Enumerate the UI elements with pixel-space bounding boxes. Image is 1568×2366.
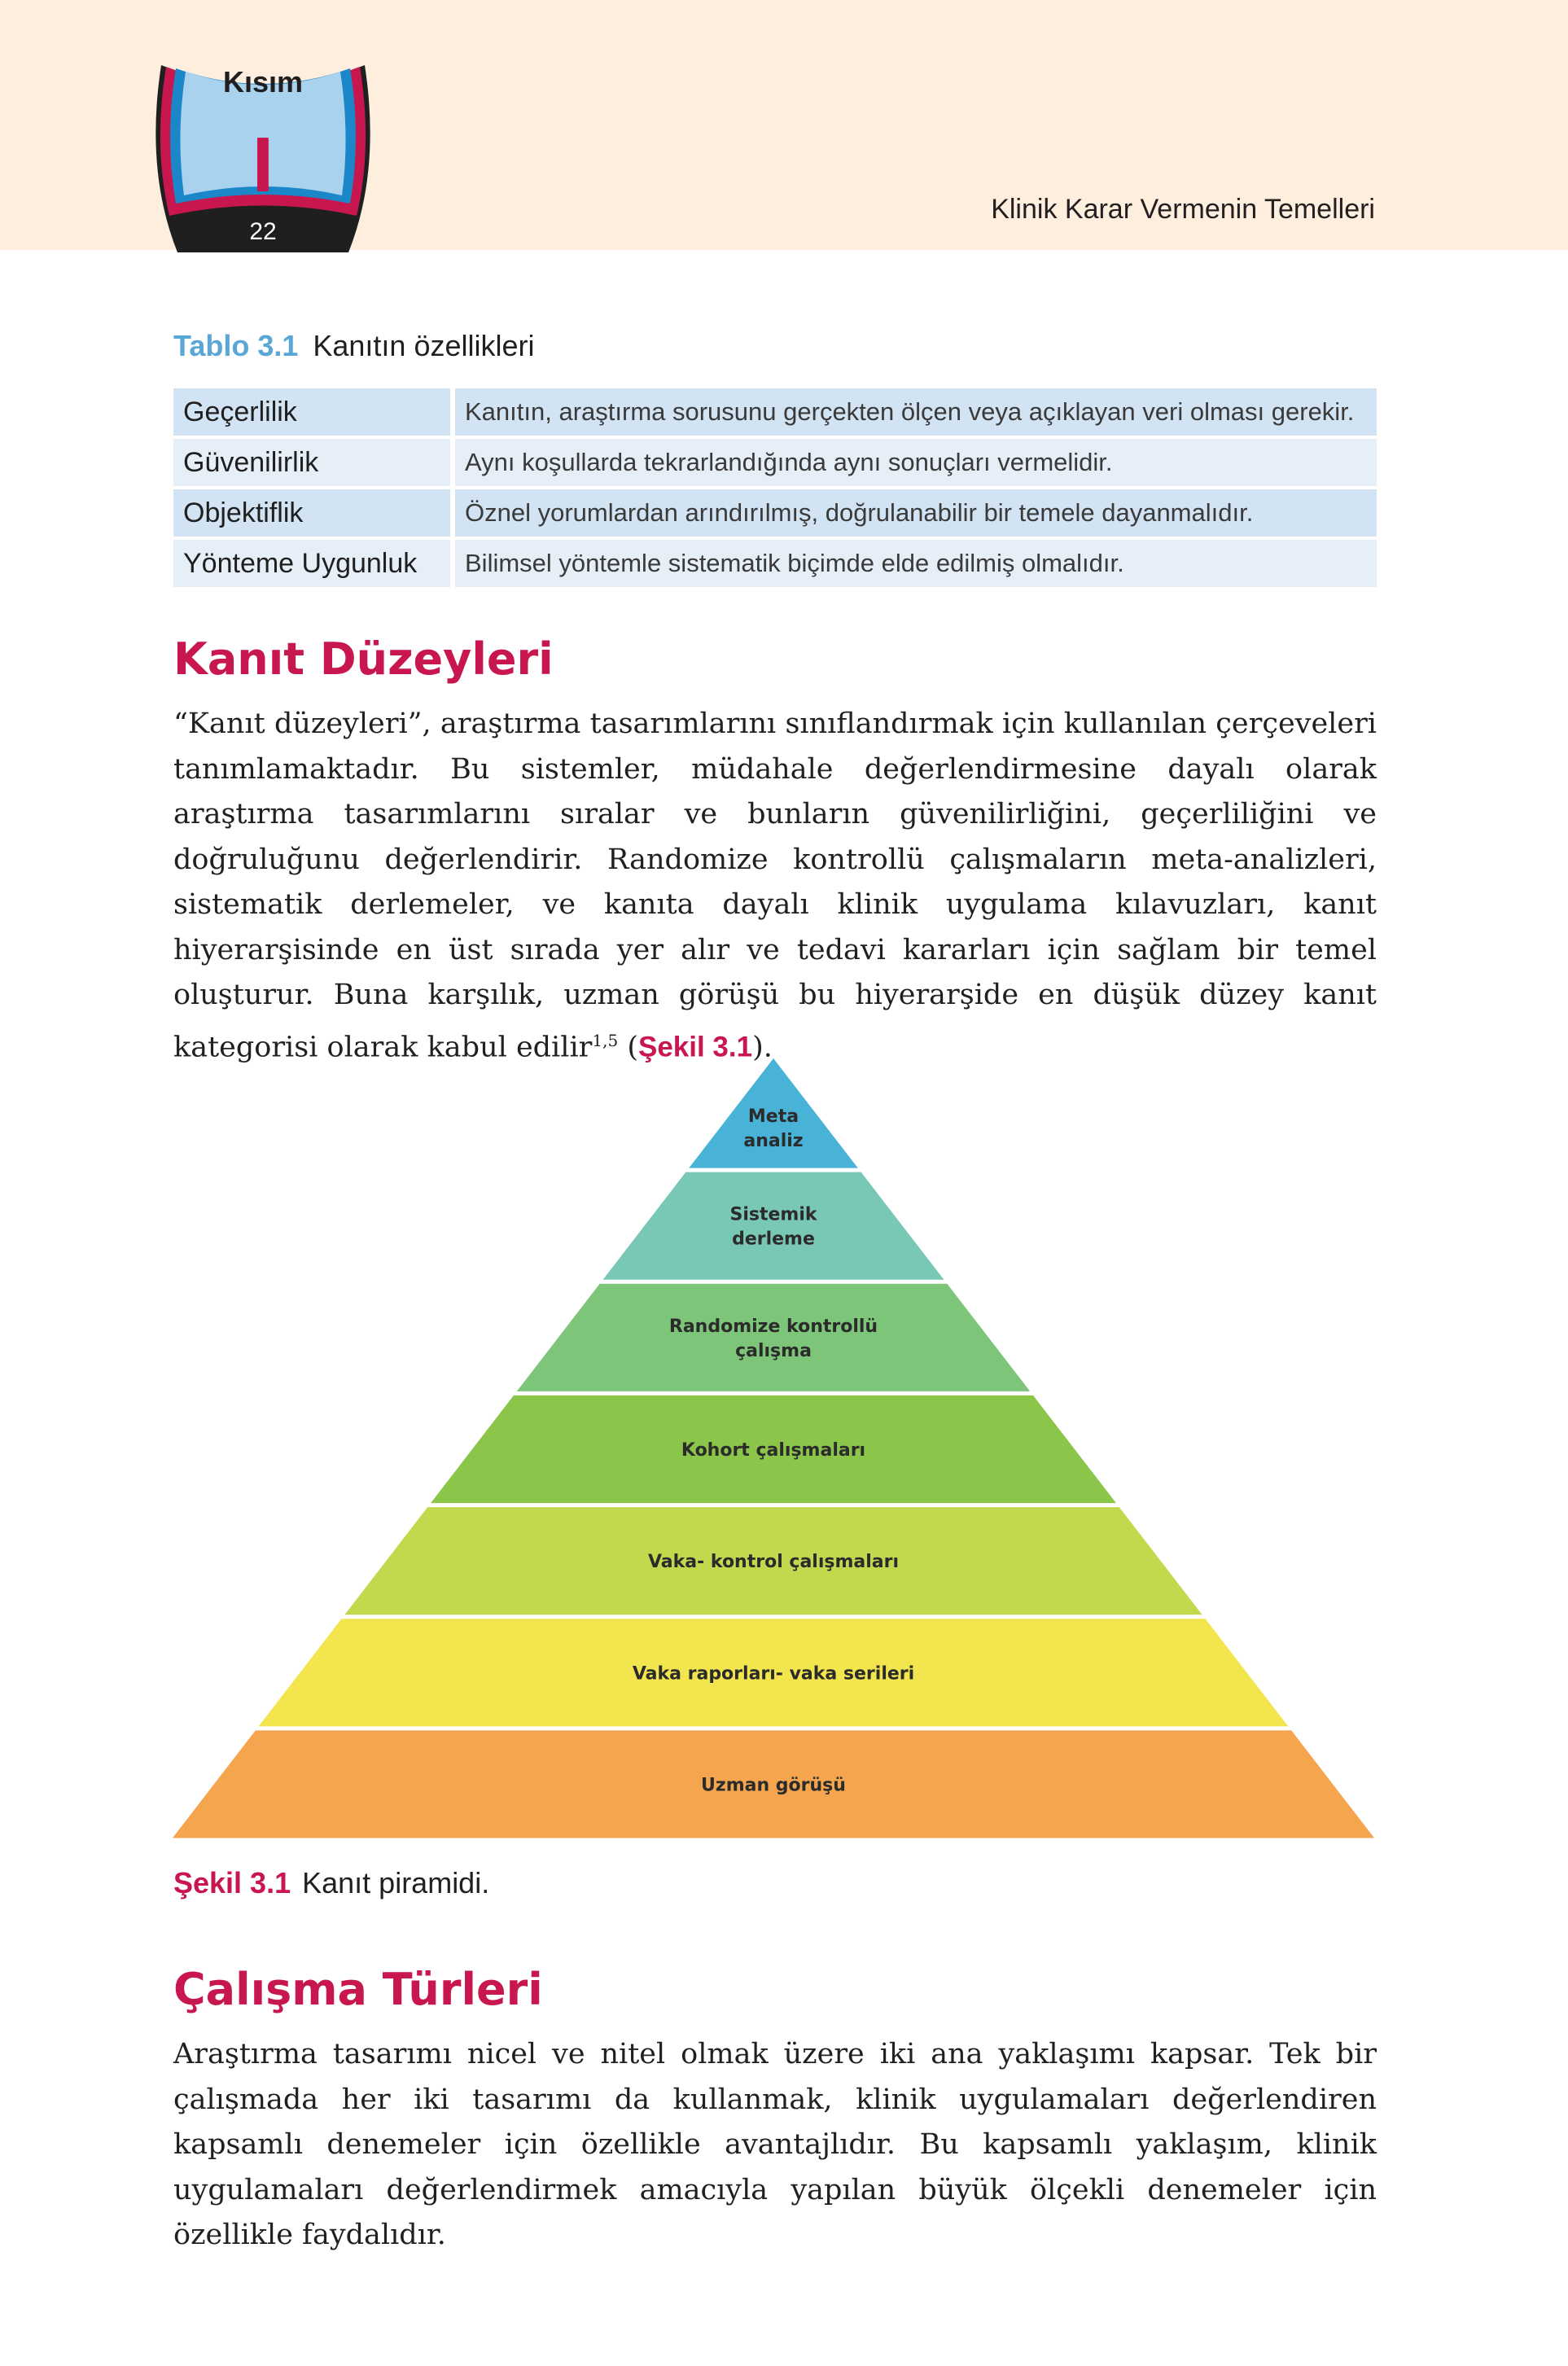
running-title: Klinik Karar Vermenin Temelleri [991, 194, 1375, 225]
paragraph-evidence-levels [173, 702, 1377, 1071]
pyramid-level-label: analiz [743, 1131, 804, 1152]
table-term: Objektiflik [173, 489, 450, 537]
page-number: 22 [249, 218, 277, 245]
paragraph-study-types: Araştırma tasarımı nicel ve nitel olmak üzere iki ana yaklaşımı kapsar. Tek bir çalışmada her iki tasarımı da kullanmak, klinik uygulamaları değerlendiren kapsamlı denemeler için özellikle avantajlıdır. Bu kapsamlı yaklaşım, klinik uygulamaları değerlendirmek amacıyla yapılan büyük ölçekli denemeler için özellikle faydalıdır. [173, 2038, 1377, 2251]
pyramid-level-label: Sistemik [729, 1204, 817, 1225]
table-term: Yönteme Uygunluk [173, 540, 450, 587]
table-term: Güvenilirlik [173, 439, 450, 486]
pyramid-level-label: Randomize kontrollü [668, 1316, 878, 1337]
table-row [173, 388, 1377, 436]
table-caption-number: Tablo 3.1 [173, 329, 299, 362]
pyramid-level-label: Kohort çalışmaları [681, 1440, 866, 1461]
evidence-pyramid [171, 1058, 1376, 1848]
table-description: Öznel yorumlardan arındırılmış, doğrulanabilir bir temele dayanmalıdır. [450, 489, 1377, 537]
pyramid-level-label: Uzman görüşü [701, 1775, 846, 1796]
figure-caption-number: Şekil 3.1 [173, 1866, 291, 1899]
figure-reference-link[interactable]: Şekil 3.1 [637, 1031, 753, 1063]
citation-superscript: 1,5 [592, 1030, 619, 1050]
pyramid-level-label: çalışma [735, 1340, 812, 1361]
table-description: Bilimsel yöntemle sistematik biçimde elde edilmiş olmalıdır. [450, 540, 1377, 587]
table-row [173, 439, 1377, 486]
table-caption [173, 329, 535, 363]
pyramid-level-2 [602, 1172, 944, 1280]
part-number: I [252, 121, 274, 208]
pyramid-level-3 [517, 1284, 1030, 1391]
ref-close: ). [752, 1031, 773, 1064]
table-row [173, 489, 1377, 537]
table-term: Geçerlilik [173, 388, 450, 436]
table-row [173, 540, 1377, 587]
table-description: Kanıtın, araştırma sorusunu gerçekten ölçen veya açıklayan veri olması gerekir. [450, 388, 1377, 436]
figure-caption [173, 1866, 489, 1900]
paragraph-text: “Kanıt düzeyleri”, araştırma tasarımlarını sınıflandırmak için kullanılan çerçeveleri tanımlamaktadır. Bu sistemler, müdahale değerlendirmesine dayalı olarak araştırma tasarımlarını sıralar ve bunların güvenilirliğini, geçerliliğini ve doğruluğunu değerlendirir. Randomize kontrollü çalışmaların meta-analizleri, sistematik derlemeler, ve kanıta dayalı klinik uygulama kılavuzları, kanıt hiyerarşisinde en üst sırada yer alır ve tedavi kararları için sağlam bir temel oluşturur. Buna karşılık, uzman görüşü bu hiyerarşide en düşük düzey kanıt kategorisi olarak kabul edilir [173, 708, 1377, 1064]
table-caption-text: Kanıtın özellikleri [313, 329, 535, 362]
table-description: Aynı koşullarda tekrarlandığında aynı sonuçları vermelidir. [450, 439, 1377, 486]
pyramid-level-label: Vaka- kontrol çalışmaları [647, 1552, 900, 1573]
pyramid-level-label: Vaka raporları- vaka serileri [632, 1663, 915, 1685]
part-badge [137, 49, 389, 252]
figure-caption-text: Kanıt piramidi. [302, 1866, 490, 1899]
section-heading-evidence-levels: Kanıt Düzeyleri [173, 633, 554, 685]
pyramid-level-label: derleme [732, 1229, 815, 1250]
ref-open: ( [618, 1031, 638, 1064]
evidence-properties-table [173, 385, 1377, 590]
pyramid-level-label: Meta [747, 1106, 799, 1128]
part-label: Kısım [222, 65, 304, 99]
section-heading-study-types: Çalışma Türleri [173, 1964, 543, 2015]
